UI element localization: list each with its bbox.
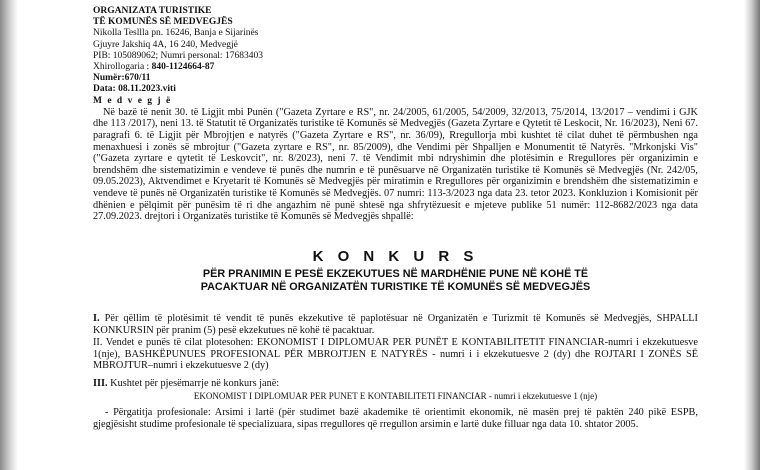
document-content [93,6,698,223]
subtitle-line2: PACAKTUAR NË ORGANIZATËN TURISTIKE TË KOMUNËS SË MEDVEGJËS [200,281,591,293]
section-3-position-heading: EKONOMIST I DIPLOMUAR PER PUNET E KONTABILITETI FINANCIAR - numri i ekzekutuesve 1 (nje) [193,391,598,401]
subtitle-line1: PËR PRANIMIN E PESË EKZEKUTUES NË MARDHËNIE PUNE NË KOHË TË [202,268,589,280]
section-1-number: I. [93,313,100,324]
address-line1: Nikolla Tesllla pn. 16246, Banja e Sijarinës [93,28,259,39]
org-name-line2: TË KOMUNËS SË MEDVEGJËS [93,17,233,28]
letterhead [93,6,698,107]
scan-shadow-left [0,0,18,470]
document-place: M e d v e g j ë [93,95,172,106]
pib-line: PIB: 105089062; Numri personal: 17683403 [93,50,263,61]
legal-preamble: Në bazë të nenit 30. të Ligjit mbi Punën ("Gazeta Zyrtare e RS", nr. 24/2005, 61/2005, 54/2009, 32/2013, 75/2014, 13/2017 – vendimi i GJK dhe 113 /2017), neni 13. të Statutit të Organizatës turistike të Komunës së Medvegjës (Gazeta Zyrtare e Qytetit të Leskocit, Nr. 16/2023), Neni 67. paragrafi 6. të Ligjit për Mbrojtjen e natyrës ("Gazeta Zyrtare e RS", nr. 36/09), Rregullorja mbi kushtet të cilat duhet të përmbushen nga menaxhuesi i zonës së mbrojtur ("Gazeta zyrtare e RS", nr. 85/2009), dhe Vendimi për Shpalljen e Monumentit të Natyrës. "Mrkonjski Vis" ("Gazeta zyrtare e qytetit të Leskovcit", nr. 8/2023), neni 7. të Vendimit mbi ndryshimin dhe plotësimin e Rregullores për organizimin e brendshëm dhe sistematizimin e vendeve të punës dhe numrin e të punësuarve në Organizatën turistike të Komunës së Medvegjës (Nr. 242/05, 09.05.2023), Aktvendimet e Kryetarit të Komunës së Medvegjës për miratimin e Rregullores për organizimin e brendshëm dhe sistematizimin e vendeve të punës në Organizatën turistike të Komunës së Medvegjës. 07 numri: 113-3/2023 nga data 23. tetor 2023. Konkluzion i Komisionit për dhënien e pëlqimit për punësim të ri dhe angazhim në punë shtesë nga shfrytëzuesit e mjeteve publike 51 numër: 112-8682/2023 nga data 27.09.2023. drejtori i Organizatës turistike të Komunës së Medvegjës shpallë: [93,106,698,223]
section-3 [93,378,698,390]
account-value: 840-1124664-87 [151,62,215,73]
document-title: K O N K U R S [312,248,479,265]
section-3-text: Kushtet për pjesëmarrje në konkurs janë: [107,378,280,389]
section-1 [93,313,698,336]
section-2 [93,337,698,372]
document-number: Numër:670/11 [93,73,151,84]
address-line2: Gjuyre Jakshiq 4A, 16 240, Medvegjë [93,39,238,50]
account-label: Xhirollogaria : [93,62,152,73]
document-subtitle [93,268,698,294]
account-line [93,62,698,73]
section-2-text: Vendet e punës të cilat plotesohen: EKONOMIST I DIPLOMUAR PER PUNËT E KONTABILITETIT FINANCIAR-numri i ekzekutuesve 1(nje), BASHKËPUNUES PROFESIONAL PËR MBROJTJEN E NATYRËS - numri i i ekzekutuesve 2 (dy) dhe ROJTARI I ZONËS SË MBROJTUR–numri i ekzekutuesve 2 (dy) [93,337,698,372]
scan-shadow-right [744,0,760,470]
section-3-requirements: - Përgatitja profesionale: Arsimi i lartë (për studimet bazë akademike të orientimit ekonomik, në masën prej të paktën 240 pikë ESPB, gjegjësisht studime profesionale të specializuara, sipas rregullores që rregullon arsimin e lartë duke filluar nga data 10. shtator 2005. [93,407,698,430]
section-1-text: Për qëllim të plotësimit të vendit të punës ekzekutive të paplotësuar në Organizatën e Turizmit të Komunës së Medvegjës, SHPALLI KONKURSIN për pranim (5) pesë ekzekutues në kohë të pacaktuar. [93,313,698,336]
section-2-number: II. [93,337,103,348]
section-3-number: III. [93,378,108,389]
org-name-line1: ORGANIZATA TURISTIKE [93,6,212,16]
document-date: Data: 08.11.2023.viti [93,84,176,95]
